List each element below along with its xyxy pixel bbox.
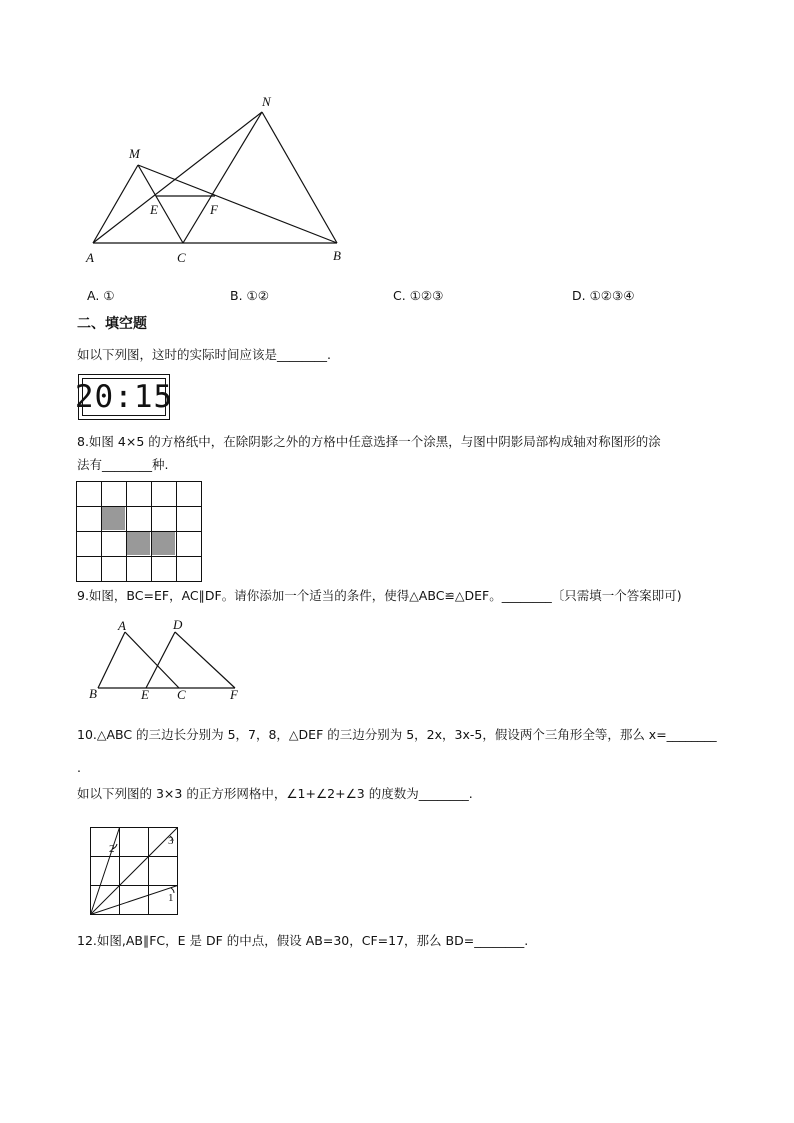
- angle-label-2: 2: [109, 843, 115, 855]
- angle-label-3: 3: [168, 835, 174, 847]
- label-f: F: [210, 202, 218, 217]
- digital-clock: [74, 374, 174, 420]
- angle-grid-figure: [87, 824, 183, 920]
- label-b: B: [89, 686, 97, 701]
- label-n: N: [262, 94, 271, 109]
- option-b[interactable]: [230, 288, 269, 303]
- clock-display: 20:15: [74, 378, 174, 415]
- label-c: C: [177, 250, 186, 265]
- question-12: 12.如图,AB∥FC，E 是 DF 的中点，假设 AB=30，CF=17，那么 BD=________.: [77, 933, 529, 948]
- option-value: ①②③: [409, 288, 444, 303]
- triangle-figure: [80, 90, 360, 270]
- question-7: 如以下列图，这时的实际时间应该是________.: [77, 347, 331, 362]
- option-letter: C.: [393, 288, 406, 303]
- label-e: E: [150, 202, 158, 217]
- label-a: A: [86, 250, 94, 265]
- option-letter: D.: [572, 288, 586, 303]
- option-c[interactable]: [393, 288, 443, 303]
- option-value: ①②③④: [589, 288, 635, 303]
- question-10-line1: 10.△ABC 的三边长分别为 5，7，8，△DEF 的三边分别为 5，2x，3x-5，假设两个三角形全等，那么 x=________: [77, 727, 717, 742]
- question-11: 如以下列图的 3×3 的正方形网格中，∠1+∠2+∠3 的度数为________.: [77, 786, 473, 801]
- two-triangles-figure: [85, 615, 250, 705]
- option-letter: A.: [87, 288, 100, 303]
- square-grid: [76, 481, 202, 582]
- option-d[interactable]: [572, 288, 634, 303]
- question-8-line1: 8.如图 4×5 的方格纸中，在除阴影之外的方格中任意选择一个涂黑，与图中阴影局部构成轴对称图形的涂: [77, 434, 661, 449]
- question-8-line2: 法有________种.: [77, 457, 169, 472]
- option-value: ①: [103, 288, 115, 303]
- label-c: C: [177, 687, 186, 702]
- angle-label-1: 1: [168, 892, 174, 904]
- question-9: 9.如图，BC=EF，AC∥DF。请你添加一个适当的条件，使得△ABC≌△DEF。________〔只需填一个答案即可): [77, 588, 682, 603]
- section-heading: 二、填空题: [77, 316, 147, 332]
- option-letter: B.: [230, 288, 243, 303]
- label-b: B: [333, 248, 341, 263]
- option-value: ①②: [246, 288, 269, 303]
- question-10-line2: .: [77, 760, 81, 775]
- label-e: E: [141, 687, 149, 702]
- label-m: M: [129, 146, 140, 161]
- option-a[interactable]: [87, 288, 115, 303]
- label-a: A: [118, 618, 126, 633]
- label-d: D: [173, 617, 183, 632]
- label-f: F: [230, 687, 238, 702]
